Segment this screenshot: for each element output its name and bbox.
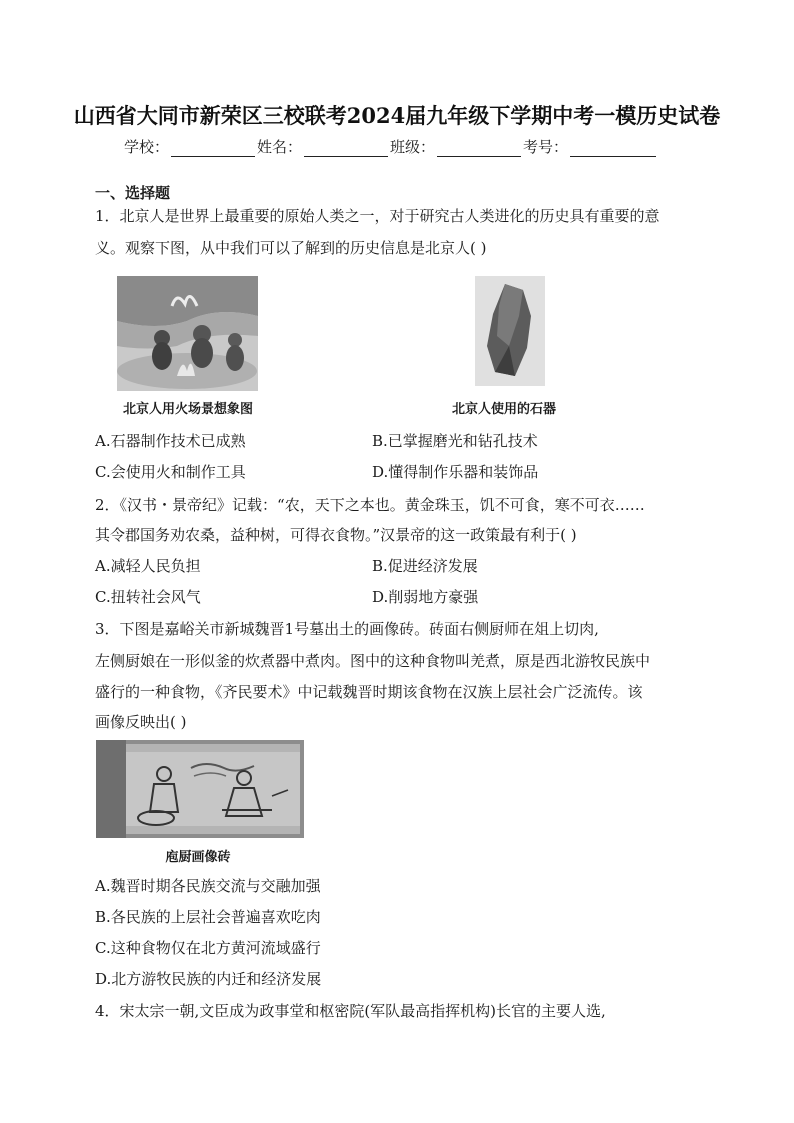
question-1-option-a[interactable]: A.石器制作技术已成熟 [95,432,246,450]
class-label: 班级： [390,138,436,156]
question-2-option-c[interactable]: C.扭转社会风气 [95,588,201,606]
question-3-option-a[interactable]: A.魏晋时期各民族交流与交融加强 [95,877,321,895]
number-blank [570,140,656,157]
number-label: 考号： [523,138,569,156]
page-title: 山西省大同市新荣区三校联考2024届九年级下学期中考一模历史试卷 [73,103,721,128]
question-3-line-2: 左侧厨娘在一形似釜的炊煮器中煮肉。图中的这种食物叫羌煮，原是西北游牧民族中 [95,652,651,670]
question-3-line-4: 画像反映出( ) [95,713,187,731]
question-2-option-d[interactable]: D.削弱地方豪强 [372,588,479,606]
question-2-line-2: 其令郡国务劝农桑，益种树，可得衣食物。”汉景帝的这一政策最有利于( ) [95,526,577,544]
kitchen-brick-caption: 庖厨画像砖 [165,850,231,865]
stone-tool-image [475,276,545,386]
name-blank [304,140,388,157]
question-2-option-a[interactable]: A.减轻人民负担 [95,557,201,575]
fire-scene-caption: 北京人用火场景想象图 [122,402,253,417]
question-2-option-b[interactable]: B.促进经济发展 [372,557,478,575]
question-3-option-b[interactable]: B.各民族的上层社会普遍喜欢吃肉 [95,908,321,926]
question-2-line-1: 2．《汉书・景帝纪》记载：“农，天下之本也。黄金珠玉，饥不可食，寒不可衣…… [95,496,645,514]
question-3-line-3: 盛行的一种食物，《齐民要术》中记载魏晋时期该食物在汉族上层社会广泛流传。该 [95,683,643,701]
question-4-line-1: 4．宋太宗一朝,文臣成为政事堂和枢密院(军队最高指挥机构)长官的主要人选, [95,1002,606,1020]
name-label: 姓名： [257,138,303,156]
school-blank [171,140,255,157]
question-3-option-c[interactable]: C.这种食物仅在北方黄河流域盛行 [95,939,321,957]
kitchen-brick-image [96,740,304,838]
class-blank [437,140,521,157]
question-1-option-c[interactable]: C.会使用火和制作工具 [95,463,246,481]
question-1-option-d[interactable]: D.懂得制作乐器和装饰品 [372,463,539,481]
stone-tool-caption: 北京人使用的石器 [451,402,556,417]
question-3-line-1: 3．下图是嘉峪关市新城魏晋1号墓出土的画像砖。砖面右侧厨师在俎上切肉, [95,620,599,638]
question-1-option-b[interactable]: B.已掌握磨光和钻孔技术 [372,432,538,450]
question-1-line-1: 1．北京人是世界上最重要的原始人类之一，对于研究古人类进化的历史具有重要的意 [95,207,660,225]
question-3-option-d[interactable]: D.北方游牧民族的内迁和经济发展 [95,970,322,988]
section-title: 一、选择题 [95,184,171,202]
question-1-line-2: 义。观察下图，从中我们可以了解到的历史信息是北京人( ) [95,239,487,257]
fire-scene-image [117,276,258,391]
student-info-row [124,136,658,157]
school-label: 学校： [124,138,170,156]
